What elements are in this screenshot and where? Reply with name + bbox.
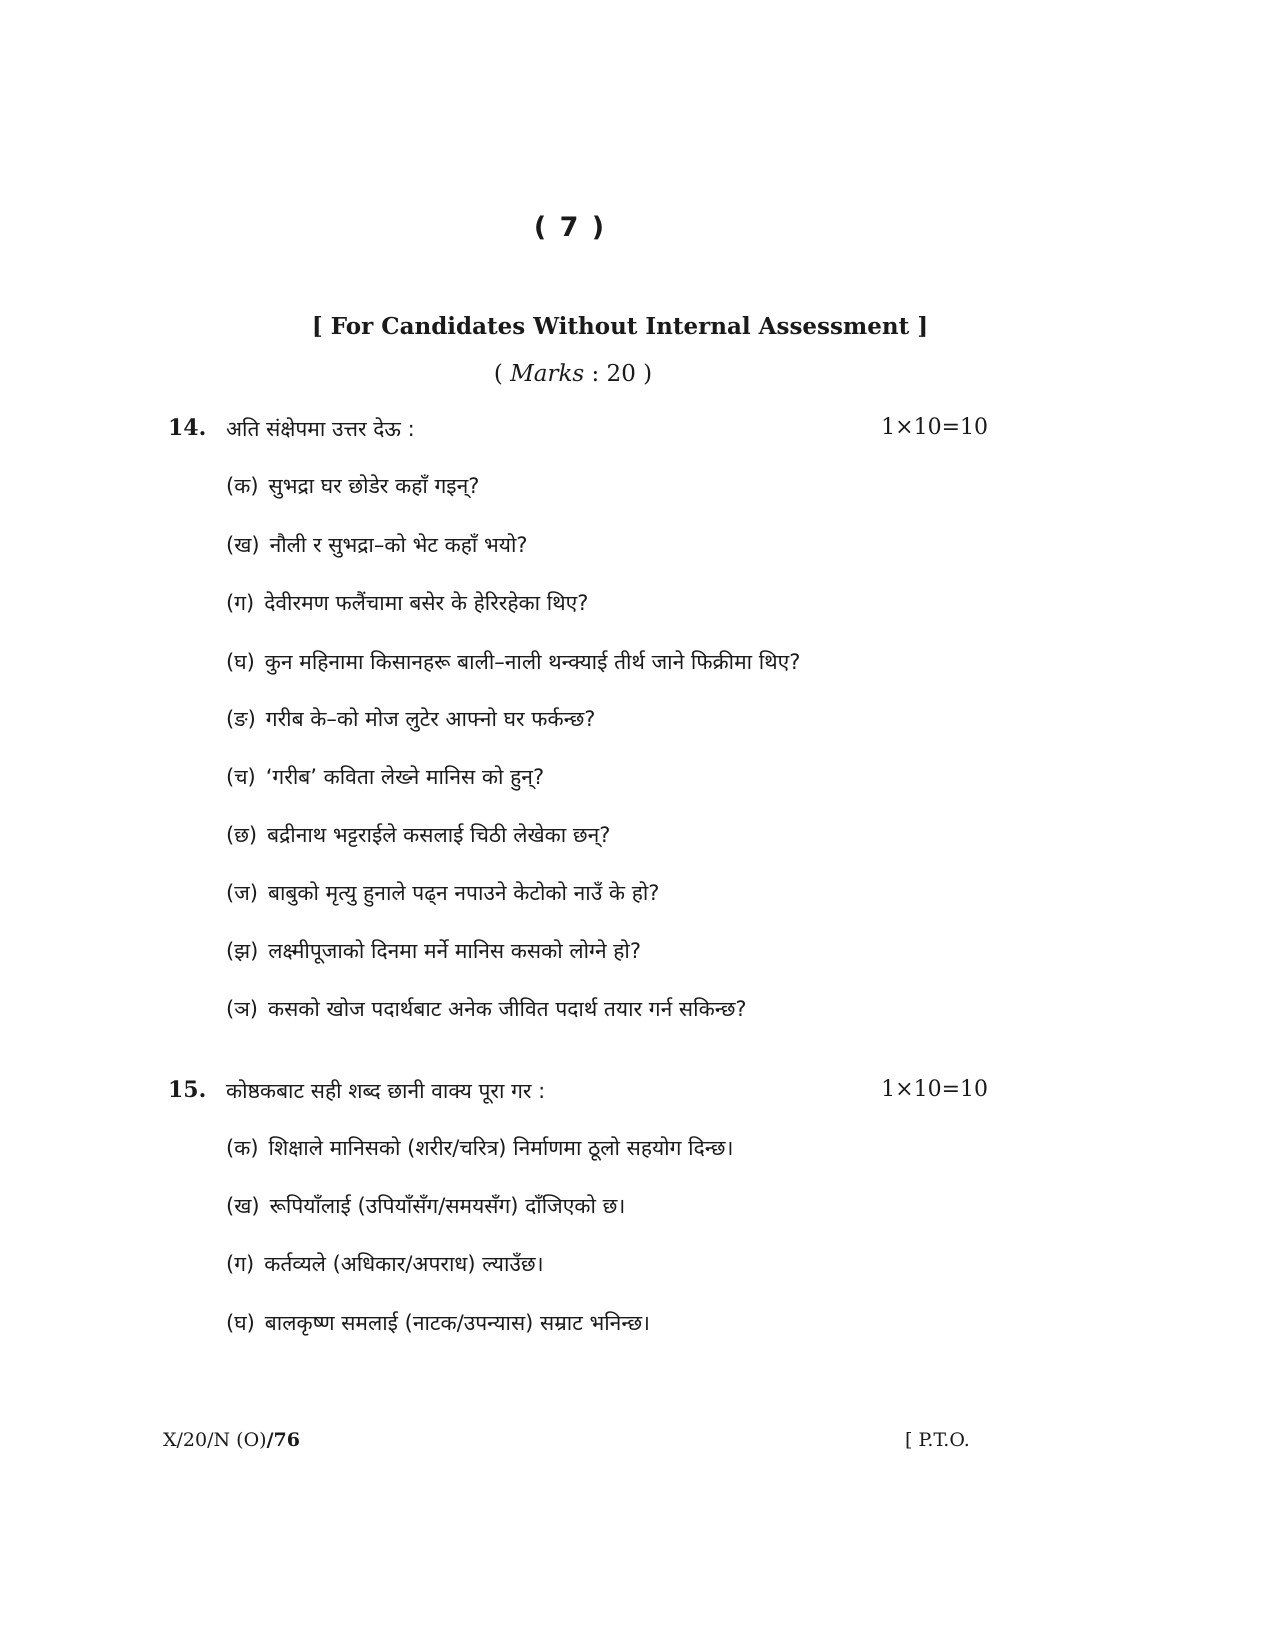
list-item [226,589,588,617]
item-marker: (ख) [226,1194,260,1218]
item-text: कुन महिनामा किसानहरू बाली–नाली थन्क्याई तीर्थ जाने फिक्रीमा थिए? [264,650,801,674]
item-marker: (ख) [226,533,260,557]
item-marker: (क) [226,474,259,498]
item-marker: (घ) [226,1311,255,1335]
list-item [226,763,544,791]
list-item [226,1192,625,1220]
marks-value: : 20 ) [584,361,653,387]
marks-open: ( [493,361,511,387]
marks-label: Marks [510,361,585,387]
item-text: शिक्षाले मानिसको (शरीर/चरित्र) निर्माणमा ठूलो सहयोग दिन्छ। [268,1136,734,1160]
item-text: नौली र सुभद्रा–को भेट कहाँ भयो? [269,533,528,557]
list-item [226,821,610,849]
item-marker: (ङ) [226,707,256,731]
question-prompt: कोष्ठकबाट सही शब्द छानी वाक्य पूरा गर : [226,1079,546,1103]
pto-note: [ P.T.O. [905,1429,970,1451]
item-text: सुभद्रा घर छोडेर कहाँ गइन्? [268,474,480,498]
item-marker: (ञ) [226,997,258,1021]
item-marker: (ज) [226,881,258,905]
item-text: बालकृष्ण समलाई (नाटक/उपन्यास) सम्राट भनिन्छ। [264,1311,651,1335]
list-item [226,472,479,500]
item-text: बाबुको मृत्यु हुनाले पढ्न नपाउने केटोको नाउँ के हो? [267,881,660,905]
paper-code [163,1429,300,1451]
list-item [226,1134,733,1162]
item-marker: (घ) [226,650,255,674]
item-marker: (क) [226,1136,259,1160]
list-item [226,705,595,733]
item-text: ‘गरीब’ कविता लेख्ने मानिस को हुन्? [265,765,545,789]
question-marks: 1×10=10 [881,1077,988,1102]
list-item [226,995,747,1023]
paper-code-suffix: /76 [266,1429,300,1451]
question-prompt: अति संक्षेपमा उत्तर देऊ : [226,417,415,441]
question-marks: 1×10=10 [881,415,988,440]
item-marker: (ग) [226,591,255,615]
item-text: देवीरमण फलैंचामा बसेर के हेरिरहेका थिए? [264,591,589,615]
question-14 [168,415,988,1021]
item-marker: (च) [226,765,256,789]
item-marker: (छ) [226,823,258,847]
paper-code-prefix: X/20/N (O) [163,1429,267,1451]
list-item [226,648,800,676]
item-text: गरीब के–को मोज लुटेर आफ्नो घर फर्कन्छ? [265,707,596,731]
question-number: 15. [168,1077,207,1103]
item-text: रूपियाँलाई (उपियाँसँग/समयसँग) दाँजिएको छ। [269,1194,626,1218]
item-text: बद्रीनाथ भट्टराईले कसलाई चिठी लेखेका छन्? [267,823,611,847]
list-item [226,1250,544,1278]
question-15 [168,1077,988,1335]
section-heading: [ For Candidates Without Internal Assessment ] [311,313,929,340]
list-item [226,1309,650,1337]
list-item [226,937,641,965]
question-header [168,1077,988,1117]
item-marker: (झ) [226,939,259,963]
question-header [168,415,988,455]
list-item [226,879,659,907]
item-text: लक्ष्मीपूजाको दिनमा मर्ने मानिस कसको लोग्ने हो? [268,939,642,963]
item-marker: (ग) [226,1252,255,1276]
item-text: कर्तव्यले (अधिकार/अपराध) ल्याउँछ। [264,1252,544,1276]
question-number: 14. [168,415,207,441]
list-item [226,531,528,559]
item-text: कसको खोज पदार्थबाट अनेक जीवित पदार्थ तयार गर्न सकिन्छ? [267,997,747,1021]
section-marks [0,361,1146,387]
page-number: ( 7 ) [533,212,607,243]
